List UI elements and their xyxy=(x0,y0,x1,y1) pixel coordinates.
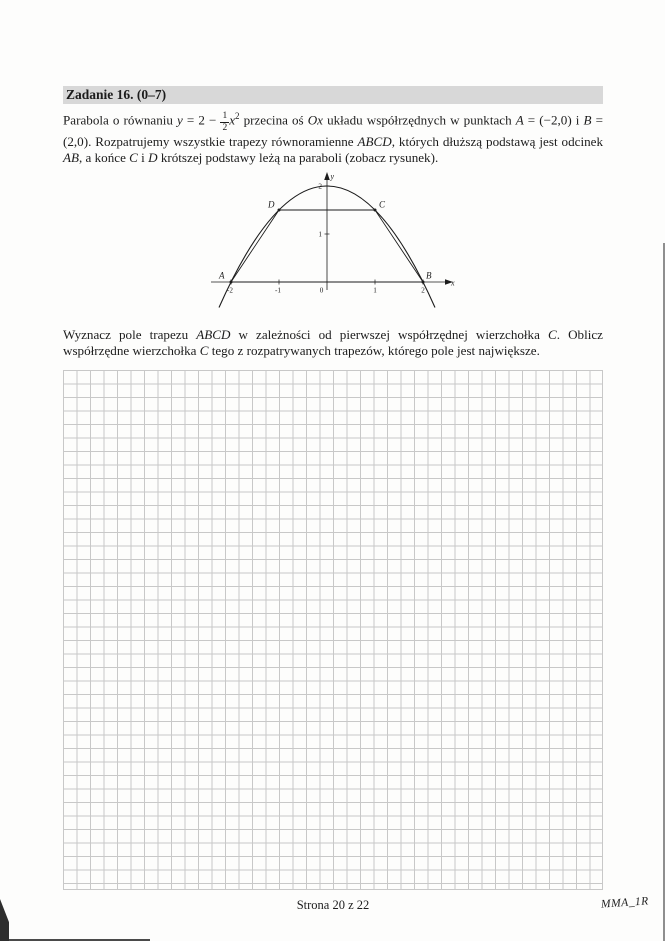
scan-artifact-corner-mark xyxy=(0,899,9,941)
math-var-c: C xyxy=(129,150,138,166)
label-point-a: A xyxy=(219,270,225,281)
x-tick-label-1: 1 xyxy=(373,286,377,295)
math-var-b: B xyxy=(583,112,592,128)
math-var-ox: Ox xyxy=(307,112,323,128)
math-var-a: A xyxy=(515,112,524,128)
text-run: Wyznacz pole trapezu xyxy=(63,326,197,342)
figure-container xyxy=(63,170,603,317)
math-var-c: C xyxy=(199,343,209,359)
text-run: , których dłuższą podstawą jest odcinek xyxy=(391,133,603,149)
page-footer xyxy=(63,898,603,913)
y-axis-arrow-icon xyxy=(324,172,330,180)
tick-labels xyxy=(227,182,425,294)
x-tick-label-2: 2 xyxy=(421,286,425,295)
text-run: . Oblicz współrzędne wierzchołka xyxy=(63,326,603,359)
point-d-dot xyxy=(278,208,281,211)
y-tick-label-1: 1 xyxy=(318,230,322,239)
task-header-bar xyxy=(63,86,603,104)
label-point-c: C xyxy=(379,199,386,210)
text-run: przecina oś xyxy=(239,112,308,128)
text-run: , a końce xyxy=(79,150,130,166)
math-var-abcd: ABCD xyxy=(196,326,231,342)
fraction-denominator: 2 xyxy=(222,122,228,133)
point-b-dot xyxy=(422,280,425,283)
text-run: = (−2,0) xyxy=(523,112,572,128)
exponent: 2 xyxy=(235,111,240,121)
math-var-d: D xyxy=(148,150,158,166)
task-title: Zadanie 16. (0–7) xyxy=(66,87,167,102)
text-run: tego z rozpatrywanych trapezów, którego pole jest największe. xyxy=(208,343,540,359)
math-var-y: y xyxy=(177,112,183,128)
page-content xyxy=(63,0,603,913)
text-run: układu współrzędnych w punktach xyxy=(323,112,516,128)
label-point-d: D xyxy=(268,199,275,210)
task-paragraph-1 xyxy=(63,108,603,167)
point-a-dot xyxy=(230,280,233,283)
text-run: i xyxy=(571,112,584,128)
math-var-c: C xyxy=(548,326,557,342)
label-y-axis: y xyxy=(330,171,335,181)
label-point-b: B xyxy=(426,270,432,281)
task-paragraph-2 xyxy=(63,327,603,360)
answer-grid-paper xyxy=(63,370,603,890)
point-c-dot xyxy=(374,208,377,211)
fraction-numerator: 1 xyxy=(220,112,229,123)
text-run: = 2 − xyxy=(182,112,221,128)
label-x-axis: x xyxy=(451,278,455,288)
x-tick-label-minus1: -1 xyxy=(275,286,281,295)
x-tick-label-0: 0 xyxy=(319,286,324,295)
math-var-ab: AB xyxy=(63,150,79,166)
text-run: = (2,0) xyxy=(63,112,603,149)
point-labels xyxy=(218,172,455,288)
text-run: i xyxy=(137,150,149,166)
fraction-one-half xyxy=(220,112,229,134)
page-number: Strona 20 z 22 xyxy=(296,897,370,912)
text-run: w zależności od pierwszej współrzędnej wierzchołka xyxy=(230,326,548,342)
text-run: krótszej podstawy leżą na paraboli (zobacz rysunek). xyxy=(157,150,439,166)
math-var-abcd: ABCD xyxy=(357,133,392,149)
y-tick-label-2: 2 xyxy=(318,182,322,191)
x-tick-label-minus2: -2 xyxy=(227,286,233,295)
text-run: Parabola o równaniu xyxy=(63,112,178,128)
math-var-x: x xyxy=(229,112,236,128)
sheet-code: MMA_1R xyxy=(600,895,650,911)
text-run: . Rozpatrujemy wszystkie trapezy równoramienne xyxy=(88,133,358,149)
parabola-figure xyxy=(205,170,461,312)
